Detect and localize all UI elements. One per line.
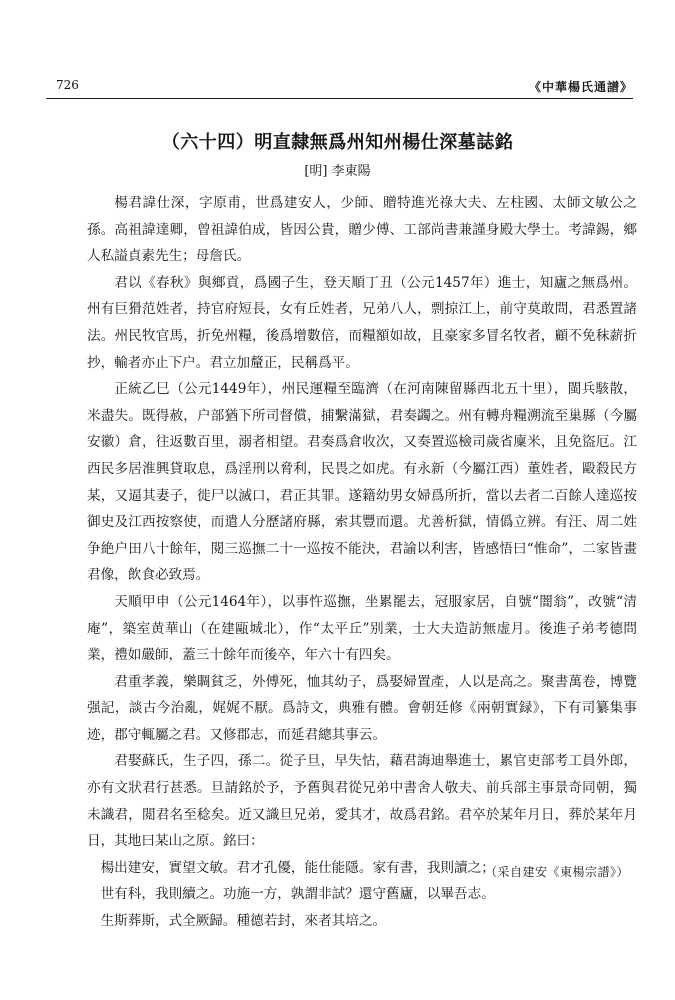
inscription-line: 楊出建安，實望文敏。君才孔優，能仕能隱。家有書，我則讀之；	[100, 859, 495, 876]
page-header	[56, 78, 633, 98]
inscription-line: 世有科，我則續之。功施一方，孰謂非試？還守舊廬，以畢吾志。	[100, 886, 495, 903]
source-note: （采自建安《東楊宗譜》）	[484, 865, 629, 879]
body-text	[87, 190, 637, 935]
paragraph: 君以《春秋》與鄉貢，爲國子生，登天順丁丑（公元1457年）進士，知廬之無爲州。州有巨猾范姓者，持官府短長，女有丘姓者，兄弟八人，剽掠江上，前守莫敢問，君悉置諸法。州民牧官馬，折免州糧，後爲增數倍，而糧額如故，且豪家多冒名牧者，顧不免秣薪折抄，輸者亦止下户。君立加釐正，民稱爲平。	[87, 274, 637, 371]
paragraph: 君重孝義，樂賙貧乏，外傅死，恤其幼子，爲娶婦置產，人以是高之。聚書萬卷，博覽强記，談古今治亂，娓娓不厭。爲詩文，典雅有體。會朝廷修《兩朝實録》，下有司纂集事迹，郡守輒屬之君。又修郡志，而延君總其事云。	[87, 673, 637, 743]
page-number: 726	[56, 78, 79, 92]
author-line: [明] 李東陽	[304, 164, 371, 179]
paragraph: 正統乙巳（公元1449年），州民運糧至臨濟（在河南陳留縣西北五十里），閩兵駭散，米盡失。既得赦，户部猶下所司督償，捕繫滿獄，君奏蠲之。州有轉舟糧溯流至巢縣（今屬安徽）倉，往返數百里，溺者相望。君奏爲倉收次，又奏置巡檢司歲省廩米，且免盜厄。江西民多居淮興貸取息，爲淫刑以脅利，民畏之如虎。有永新（今屬江西）董姓者，毆殺民方某，又逼其妻子，徙尸以滅口，君正其罪。遂籍幼男女婦爲所折，當以去者二百餘人達巡按御史及江西按察使，而遣人分歷諸府縣，索其豐而還。尤善析獄，情僞立辨。有汪、周二姓争絶户田八十餘年，閱三巡撫二十一巡按不能決，君諭以利害，皆感悟曰“惟命”，二家皆畫君像，飲食必致焉。	[87, 381, 637, 584]
paragraph: 天順甲申（公元1464年），以事忤巡撫，坐累罷去，冠服家居，自號“闇翁”，改號“清庵”，築室黄華山（在建甌城北），作“太平丘”别業，士大夫造訪無虚月。後進子弟考德問業，禮如嚴師，蓋三十餘年而後卒，年六十有四矣。	[87, 593, 637, 664]
inscription-line: 生斯葬斯，式全厥歸。種德若封，來者其培之。	[100, 913, 387, 930]
running-title: 《中華楊氏通譜》	[528, 80, 633, 94]
paragraph: 君娶蘇氏，生子四，孫二。從子旦，早失怙，藉君誨迪舉進士，累官吏部考工員外郎，亦有文狀君行甚悉。旦請銘於予，予舊與君從兄弟中書舍人敬夫、前兵部主事景奇同朝，獨未識君，閲君名至稔矣。近又識旦兄弟，愛其才，故爲君銘。君卒於某年月日，葬於某年月日，其地曰某山之原。銘曰：	[87, 753, 637, 850]
header-divider	[46, 98, 633, 99]
document-title: （六十四）明直隸無爲州知州楊仕深墓誌銘	[161, 132, 514, 153]
paragraph: 楊君諱仕深，字原甫，世爲建安人，少師、贈特進光祿大夫、左柱國、太師文敏公之孫。高祖諱達卿，曾祖諱伯成，皆因公貴，贈少傅、工部尚書兼謹身殿大學士。考諱錫，鄉人私謚貞素先生；母詹氏。	[87, 195, 637, 265]
